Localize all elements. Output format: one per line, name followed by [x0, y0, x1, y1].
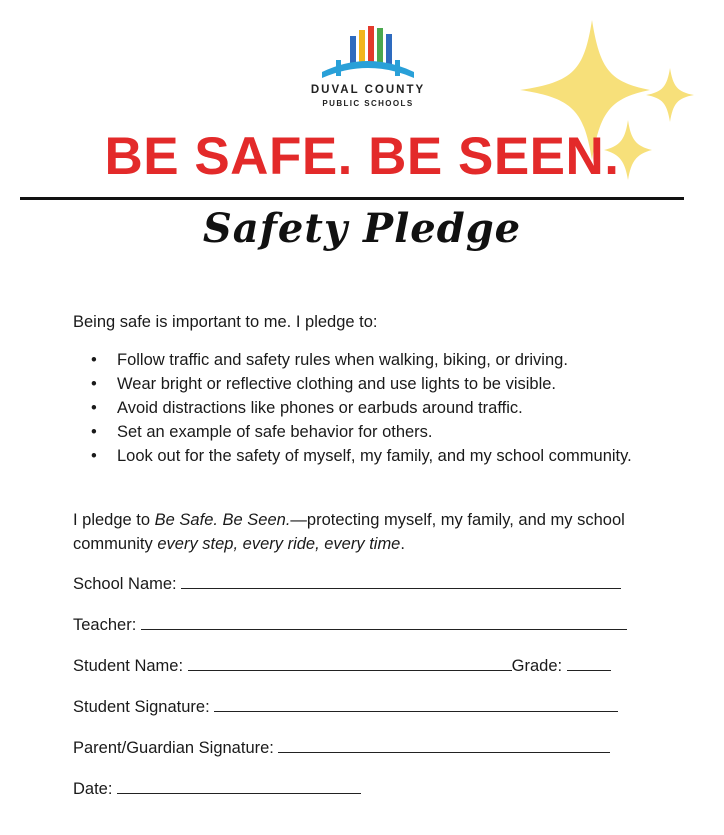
logo-bars-icon	[306, 22, 430, 82]
date-row	[73, 777, 361, 800]
pledge-item: • Look out for the safety of myself, my family, and my school community.	[73, 444, 653, 468]
org-name: DUVAL COUNTY	[310, 84, 426, 96]
pledge-item: • Wear bright or reflective clothing and use lights to be visible.	[73, 372, 653, 396]
parent-signature-label: Parent/Guardian Signature:	[73, 739, 274, 757]
pledge-intro: Being safe is important to me. I pledge to:	[73, 313, 378, 331]
date-label: Date:	[73, 780, 113, 798]
pledge-closing	[73, 508, 663, 556]
teacher-label: Teacher:	[73, 616, 137, 634]
headline: BE SAFE. BE SEEN.	[104, 127, 620, 186]
student-signature-label: Student Signature:	[73, 698, 210, 716]
teacher-row	[73, 613, 627, 636]
student-signature-field[interactable]	[214, 695, 618, 712]
org-subname: PUBLIC SCHOOLS	[322, 99, 414, 108]
student-signature-row	[73, 695, 618, 718]
student-name-field[interactable]	[188, 654, 512, 671]
parent-signature-row	[73, 736, 610, 759]
student-name-label: Student Name:	[73, 657, 184, 675]
closing-emphasis-1: Be Safe. Be Seen.	[154, 511, 291, 529]
pledge-item: • Set an example of safe behavior for others.	[73, 420, 653, 444]
closing-text-3: .	[400, 535, 405, 553]
student-name-row	[73, 654, 611, 677]
grade-field[interactable]	[567, 654, 611, 671]
closing-emphasis-2: every step, every ride, every time	[157, 535, 401, 553]
school-name-label: School Name:	[73, 575, 177, 593]
date-field[interactable]	[117, 777, 361, 794]
closing-text-1: I pledge to	[73, 511, 155, 529]
school-name-field[interactable]	[181, 572, 621, 589]
teacher-field[interactable]	[141, 613, 627, 630]
pledge-list	[73, 348, 653, 468]
school-name-row	[73, 572, 621, 595]
divider	[20, 197, 684, 200]
pledge-item: • Avoid distractions like phones or earbuds around traffic.	[73, 396, 653, 420]
parent-signature-field[interactable]	[278, 736, 610, 753]
grade-label: Grade:	[511, 657, 563, 675]
closing-text-2: —protecting myself, my family, and my school community	[73, 511, 625, 553]
pledge-item: • Follow traffic and safety rules when walking, biking, or driving.	[73, 348, 653, 372]
document-subtitle: Safety Pledge	[202, 205, 522, 252]
